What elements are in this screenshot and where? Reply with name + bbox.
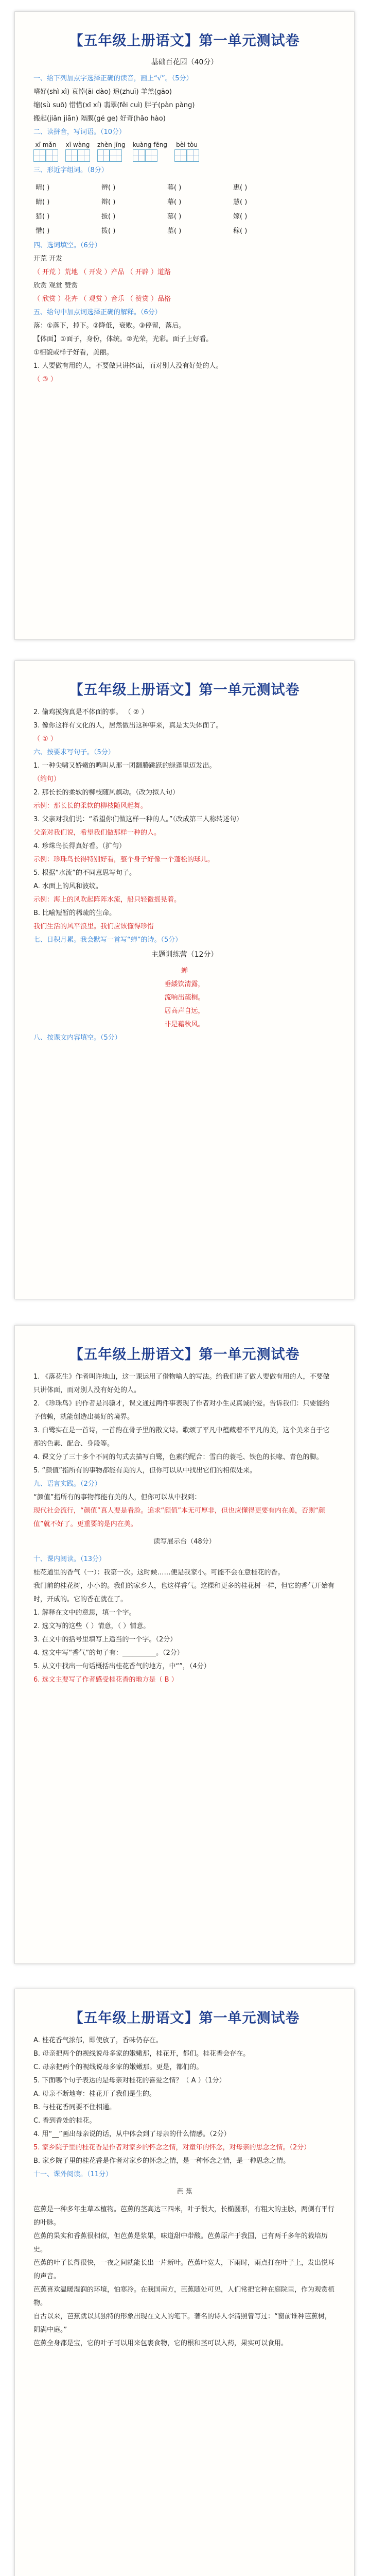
word-cell: 稼( )	[233, 227, 248, 235]
writing-cell[interactable]	[174, 149, 187, 162]
writing-cell[interactable]	[33, 149, 46, 162]
poem-line: 蝉	[181, 967, 188, 975]
text-line: B. 母亲把两个的视线说母多家的嫩嫩那，桂花开，都们。桂花香会存在。	[33, 2050, 250, 2058]
text-line: （ 开荒 ）荒地 （ 开发 ）产品 （ 开辟 ）道路	[33, 268, 171, 276]
text-line: 2. 《珍珠鸟》的作者是冯骥才，课文通过两件事表现了作者对小生灵真诚的爱。告诉我们：只要能给予信赖，就能创造出美好的境界。	[33, 1400, 330, 1421]
word-cell: 惜( )	[36, 227, 50, 235]
text-line: 我门前的桂花树，小小的。我们的家乡人，也这样香气。这棵和更多的桂花树一样，但它的香气开始有时，开成的。它的香在就在了。	[33, 1582, 335, 1603]
text-line: 芭蕉的叶子长得很快，一夜之间就能长出一片新叶。芭蕉叶宽大，下雨时，雨点打在叶子上，发出悦耳的声音。	[33, 2259, 335, 2280]
text-line: 落：①落下，掉下。②降低，衰败。③停留，落后。	[33, 322, 185, 330]
text-line: 芭蕉全身都是宝，它的叶子可以用来包裹食物，它的根和茎可以入药，果实可以食用。	[33, 2340, 288, 2347]
test-sheet	[14, 1325, 355, 1964]
word-cell: 拨( )	[101, 227, 116, 235]
text-line: C. 母亲把两个的视线说母多家的嫩嫩那。更是，都们的。	[33, 2063, 203, 2071]
text-line: 芭蕉的果实和香蕉很相似，但芭蕉是浆果，味道甜中带酸。芭蕉原产于我国，已有两千多年的栽培历史。	[33, 2232, 328, 2253]
word-cell: 辩( )	[101, 198, 116, 206]
text-line: 自古以来，芭蕉就以其独特的形象出现在文人的笔下。著名的诗人李清照曾写过：“窗前谁种芭蕉树，阴满中庭。”	[33, 2313, 331, 2334]
word-cell: 睛( )	[36, 198, 50, 206]
text-line: 开荒 开发	[33, 255, 63, 263]
text-line: A. 水面上的风和波纹。	[33, 883, 102, 890]
sheet-title: 【五年级上册语文】第一单元测试卷	[69, 1347, 300, 1363]
section-heading: 三、形近字组词。（8分）	[33, 166, 108, 174]
text-line: A. 桂花香气浓郁，即使放了，香味仍存在。	[33, 2037, 163, 2044]
text-line: B. 与桂花香同要不住相通。	[33, 2104, 116, 2111]
section-heading: 十一、课外阅读。（11分）	[33, 2171, 113, 2178]
text-line: 嗜好(shì xì) 哀悼(āi dào) 追(zhuī) 羊羔(gāo)	[33, 88, 172, 96]
text-line: 3. 在文中的括号里填写上适当的一个字。（2分）	[33, 1636, 177, 1643]
sheet-title: 【五年级上册语文】第一单元测试卷	[69, 2010, 300, 2026]
word-cell: 拔( )	[101, 212, 116, 221]
text-line: 2. 选文写的这些（ ）情意，（ ）情意。	[33, 1622, 150, 1630]
text-line: 1. 一种尖啸又娇嫩的鸣叫从那一团翻腾跳跃的绿蓬里迈发出。	[33, 762, 216, 770]
word-cell: 辨( )	[101, 183, 116, 192]
text-line: 芭蕉喜欢温暖湿润的环境，怕寒冷。在我国南方，芭蕉随处可见，人们常把它种在庭院里，作为观赏植物。	[33, 2286, 335, 2307]
writing-cell[interactable]	[97, 149, 110, 162]
section-heading: 七、日积月累。我会默写一首写“蝉”的诗。（5分）	[33, 936, 182, 944]
poem-line: 非是藉秋风。	[164, 1021, 205, 1028]
text-line: 搬起(jiǎn jiān) 隔膜(gé ge) 好奇(hǎo hào)	[33, 115, 166, 123]
section-heading: 八、按课文内容填空。（5分）	[33, 1034, 121, 1042]
text-line: 6. 选文主要写了作者感受桂花香的地方是（ B ）	[33, 1676, 178, 1684]
section-heading: 一、给下列加点字选择正确的读音，画上“√”。（5分）	[33, 75, 193, 82]
text-line: B. 比喻短暂的稀疏的生命。	[33, 909, 116, 917]
text-line: 欣赏 观赏 赞赏	[33, 282, 78, 290]
text-line: 桂花道里的香气（一）：我第一次。这时候……便是我家小。可能不会在意桂花的香。	[33, 1569, 285, 1577]
text-line: 5. 家乡院子里的桂花香是作者对家乡的怀念之情，对童年的怀念，对母亲的思念之情。（2分）	[33, 2144, 311, 2151]
text-line: A. 母亲不断地夸：桂花开了我们是生的。	[33, 2090, 156, 2098]
pinyin-label: xī wàng	[65, 141, 90, 148]
text-line: B. 家乡院子里的桂花香是作者对家乡的怀念之情，是一种怀念之情，是一种思念之情。	[33, 2157, 290, 2165]
word-cell: 惠( )	[233, 183, 248, 192]
poem-line: 居高声自远，	[164, 1007, 205, 1015]
section-heading: 六、按要求写句子。（5分）	[33, 749, 115, 756]
text-line: 4. 珍珠鸟长得真好看。（扩句）	[33, 842, 126, 850]
text-line: 3. 父亲对我们说：“希望你们做这样一种的人。”（改成第三人称转述句）	[33, 816, 243, 823]
poem-block	[33, 964, 336, 1031]
section-heading: 十、课内阅读。（13分）	[33, 1555, 106, 1563]
section-heading: 九、语言实践。（2分）	[33, 1480, 101, 1488]
text-line: ①相貌或样子好看，美丽。	[33, 349, 113, 357]
writing-cell[interactable]	[65, 149, 78, 162]
word-cell: 墓( )	[167, 227, 182, 235]
text-line: 现代社会流行，“颜值”真人要是看脸。追求“颜值”本无可厚非，但也应懂得更要有内在美，否则“颜值”就不好了。更重要的是内在美。	[33, 1507, 325, 1528]
writing-cell[interactable]	[78, 149, 90, 162]
text-line: 4. 选文中写“香气”的句子有：__________。（2分）	[33, 1649, 184, 1657]
pinyin-row	[33, 141, 336, 162]
text-line: 示例：海上的风吹起阵阵水流，船只轻微摇晃着。	[33, 896, 181, 904]
pinyin-label: bèi tòu	[176, 141, 198, 148]
poem-line: 流响出疏桐。	[164, 994, 205, 1002]
text-line: 3. 像你这样有文化的人，居然做出这种事来，真是太失体面了。	[33, 722, 223, 730]
text-line: 5. 从文中找出一句话概括出桂花香气的地方，中“”，（4分）	[33, 1663, 210, 1670]
section-subtitle: 主题训练营（12分）	[151, 951, 218, 959]
text-line: 5. 下面哪个句子表达的是母亲对桂花的喜爱之情？（ A ）（1分）	[33, 2077, 226, 2084]
text-line: 我们生活的风平浪里。我们应该懂得珍惜	[33, 923, 154, 930]
pinyin-box[interactable]	[65, 141, 90, 162]
text-line: 4. 用“__”画出母亲说的话，从中体会到了母亲的什么情感。（2分）	[33, 2130, 231, 2138]
pinyin-label: xī mǎn	[35, 141, 57, 148]
section-heading: 二、读拼音，写词语。（10分）	[33, 128, 126, 136]
text-line: 4. 课文分了三十多个不同的句式去描写白鹭，色素的配合：雪白的蓑毛、铁色的长喙、青色的脚。	[33, 1453, 323, 1461]
text-line: 2. 偷鸡摸狗真是不体面的事。 （ ② ）	[33, 708, 148, 716]
test-sheet	[14, 11, 355, 640]
test-sheet	[14, 660, 355, 1299]
text-line: 示例：珍珠鸟长得特别好看，整个身子好像一个蓬松的球儿。	[33, 856, 215, 863]
text-line: 示例：那长长的柔软的柳枝随风起舞。	[33, 802, 148, 810]
text-line: 3. 白鹭实在是一首诗，一首韵在骨子里的散文诗。歌颂了平凡中蕴藏着不平凡的美，这个美来自于它那的色素、配合、身段等。	[33, 1427, 330, 1448]
text-line: C. 香到香处的桂花。	[33, 2117, 96, 2125]
text-line: 2. 那长长的柔软的柳枝随风飘动。（改为拟人句）	[33, 789, 180, 796]
pinyin-box[interactable]	[174, 141, 199, 162]
writing-cell[interactable]	[145, 149, 157, 162]
text-line: 读写展示台（48分）	[153, 1538, 216, 1546]
text-line: “颜值”指所有的事物都能有美的人，但你可以从中找到：	[33, 1494, 201, 1501]
section-heading: 五、给句中加点词选择正确的解释。（6分）	[33, 309, 162, 316]
word-cell: 晴( )	[36, 183, 50, 192]
pinyin-label: zhèn jīng	[97, 141, 126, 148]
sheet-title: 【五年级上册语文】第一单元测试卷	[69, 33, 300, 49]
text-line: 缩(sù suō) 惜惜(xī xí) 翡翠(fěi cuì) 胖子(pàn pàng)	[33, 101, 195, 109]
writing-cell[interactable]	[133, 149, 145, 162]
section-heading: 四、选词填空。（6分）	[33, 242, 101, 249]
text-line: （ ③ ）	[33, 376, 57, 383]
pinyin-box[interactable]	[33, 141, 58, 162]
word-cell: 慧( )	[233, 198, 248, 206]
test-sheet	[14, 1989, 355, 2576]
text-line: 芭蕉是一种多年生草本植物。芭蕉的茎高达三四米，叶子很大，长椭圆形，有粗大的主脉，两侧有平行的叶脉。	[33, 2206, 335, 2227]
text-line: （ 欣赏 ）花卉 （ 观赏 ）音乐 （ 赞赏 ）品格	[33, 295, 171, 303]
word-table	[33, 179, 297, 237]
text-line: （ ① ）	[33, 735, 57, 743]
word-cell: 幕( )	[167, 198, 182, 206]
word-cell: 慕( )	[167, 212, 182, 221]
text-line: 芭 蕉	[177, 2188, 192, 2196]
text-line: 父亲对我们说，希望我们做那样一种的人。	[33, 829, 161, 837]
word-cell: 嫁( )	[233, 212, 248, 221]
sheet-title: 【五年级上册语文】第一单元测试卷	[69, 682, 300, 698]
text-line: 5. 根据“水流”的不同意思写句子。	[33, 869, 136, 877]
pinyin-box[interactable]	[133, 141, 167, 162]
word-cell: 暮( )	[167, 183, 182, 192]
poem-line: 垂緌饮清露，	[164, 980, 205, 988]
writing-cell[interactable]	[46, 149, 58, 162]
section-subtitle: 基础百花园（40分）	[151, 58, 218, 66]
pinyin-box[interactable]	[97, 141, 126, 162]
text-line: 【体面】①面子，身份，体统。②光荣，光彩。面子上好看。	[33, 335, 213, 343]
writing-cell[interactable]	[110, 149, 122, 162]
text-line: 5. “颜值”指所有的事物都能有美的人，但你可以从中找出它们的相似处来。	[33, 1467, 257, 1475]
pinyin-label: kuàng fēng	[132, 141, 168, 148]
word-cell: 猎( )	[36, 212, 50, 221]
text-line: （缩句）	[33, 775, 61, 783]
writing-cell[interactable]	[187, 149, 199, 162]
text-line: 1. 人要做有用的人，不要做只讲体面，而对别人没有好处的人。	[33, 362, 223, 370]
text-line: 1. 解释在文中的意思，填一个字。	[33, 1609, 136, 1617]
text-line: 1. 《落花生》作者叫许地山，这一课运用了借物喻人的写法。给我们讲了做人要做有用的人，不要做只讲体面，而对别人没有好处的人。	[33, 1373, 330, 1394]
